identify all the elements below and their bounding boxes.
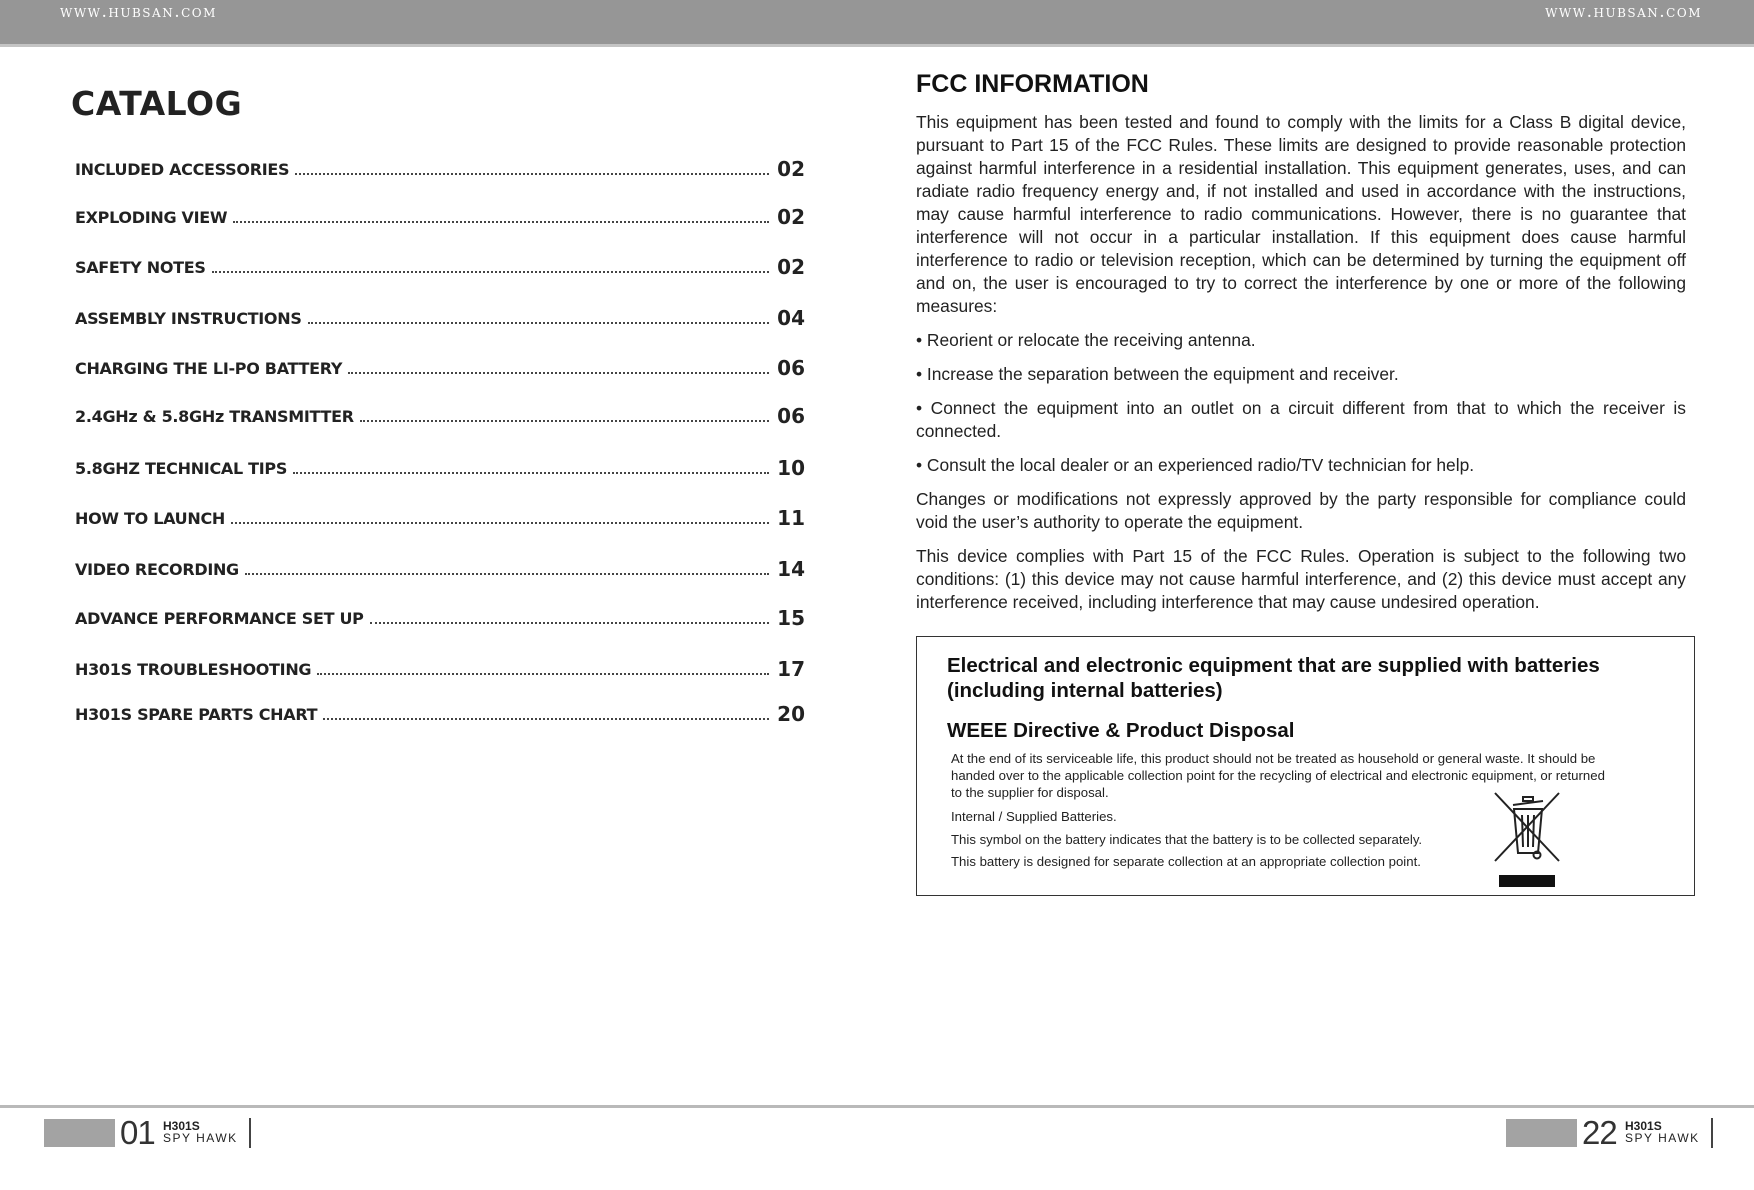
toc-item-label: HOW TO LAUNCH — [75, 509, 225, 528]
footer-left — [44, 1115, 254, 1151]
toc-item[interactable] — [75, 499, 805, 529]
toc-item[interactable] — [75, 198, 805, 228]
toc-item[interactable] — [75, 695, 805, 725]
toc-item-label: ASSEMBLY INSTRUCTIONS — [75, 309, 302, 328]
toc-item[interactable] — [75, 550, 805, 580]
toc-leader-dots — [293, 472, 769, 474]
product-name: SPY HAWK — [1625, 1131, 1700, 1145]
page-number-bar — [44, 1119, 115, 1147]
fcc-bullet: • Connect the equipment into an outlet on a circuit different from that to which the receiver is connected. — [916, 398, 1686, 441]
page-number: 22 — [1582, 1114, 1617, 1151]
fcc-bullet: • Increase the separation between the equipment and receiver. — [916, 364, 1399, 384]
toc-item-label: ADVANCE PERFORMANCE SET UP — [75, 609, 364, 628]
toc-item[interactable] — [75, 650, 805, 680]
model-label: H301S — [163, 1119, 200, 1133]
toc-item-page: 02 — [777, 255, 805, 279]
footer-rule — [249, 1118, 251, 1148]
toc-leader-dots — [370, 622, 769, 624]
page-number-bar — [1506, 1119, 1577, 1147]
weee-heading: Electrical and electronic equipment that are supplied with batteries (including internal batteries) — [947, 654, 1600, 702]
fcc-conditions-paragraph: This device complies with Part 15 of the FCC Rules. Operation is subject to the following two conditions: (1) this device may not cause harmful interference, and (2) this device must accept any interference received, including interference that may cause undesired operation. — [916, 546, 1686, 612]
toc-item-label: VIDEO RECORDING — [75, 560, 239, 579]
page-number: 01 — [120, 1114, 155, 1151]
product-name: SPY HAWK — [163, 1131, 238, 1145]
fcc-title: FCC INFORMATION — [916, 70, 1149, 98]
toc-leader-dots — [212, 271, 769, 273]
weee-symbol-note: This symbol on the battery indicates that the battery is to be collected separately. — [951, 832, 1423, 847]
toc-item[interactable] — [75, 349, 805, 379]
model-label: H301S — [1625, 1119, 1662, 1133]
toc-leader-dots — [233, 221, 769, 223]
toc-item-page: 11 — [777, 506, 805, 530]
toc-item[interactable] — [75, 449, 805, 479]
weee-separate-note: This battery is designed for separate collection at an appropriate collection point. — [951, 854, 1421, 869]
toc-item-page: 02 — [777, 205, 805, 229]
fcc-changes-paragraph: Changes or modifications not expressly approved by the party responsible for compliance could void the user’s authority to operate the equipment. — [916, 489, 1686, 532]
toc-item-label: SAFETY NOTES — [75, 258, 206, 277]
toc-leader-dots — [317, 673, 769, 675]
crossed-out-wheelie-bin-icon — [1493, 791, 1563, 887]
toc-item-label: H301S SPARE PARTS CHART — [75, 705, 318, 724]
toc-leader-dots — [295, 173, 769, 175]
toc-item-page: 10 — [777, 456, 805, 480]
toc-leader-dots — [245, 573, 769, 575]
footer-rule — [1711, 1118, 1713, 1148]
toc-leader-dots — [308, 322, 769, 324]
toc-leader-dots — [348, 372, 769, 374]
fcc-bullet: • Consult the local dealer or an experienced radio/TV technician for help. — [916, 455, 1475, 475]
toc-item-page: 15 — [777, 606, 805, 630]
catalog-title: CATALOG — [71, 84, 243, 123]
toc-leader-dots — [231, 522, 769, 524]
weee-batteries-line: Internal / Supplied Batteries. — [951, 809, 1117, 824]
toc-item-page: 20 — [777, 702, 805, 726]
fcc-intro-paragraph: This equipment has been tested and found to comply with the limits for a Class B digital device, pursuant to Part 15 of the FCC Rules. These limits are designed to provide reasonable protection against harmful interference in a residential installation. This equipment generates, uses, and can radiate radio frequency energy and, if not installed and used in accordance with the instructions, may cause harmful interference to radio communications. However, there is no guarantee that interference will not occur in a particular installation. If this equipment does cause harmful interference to radio or television reception, which can be determined by turning the equipment off and on, the user is encouraged to try to correct the interference by one or more of the following measures: — [916, 112, 1686, 316]
toc-item-page: 17 — [777, 657, 805, 681]
toc-leader-dots — [360, 420, 769, 422]
toc-item[interactable] — [75, 150, 805, 180]
site-url-left: www.hubsan.com — [60, 2, 217, 22]
toc-item-page: 06 — [777, 356, 805, 380]
toc-item[interactable] — [75, 299, 805, 329]
toc-item-label: CHARGING THE LI-PO BATTERY — [75, 359, 343, 378]
toc-item-label: EXPLODING VIEW — [75, 208, 228, 227]
toc-item-page: 04 — [777, 306, 805, 330]
toc-item-page: 02 — [777, 157, 805, 181]
toc-item[interactable] — [75, 397, 805, 427]
toc-item-label: 5.8GHZ TECHNICAL TIPS — [75, 459, 288, 478]
toc-item[interactable] — [75, 599, 805, 629]
toc-item[interactable] — [75, 248, 805, 278]
toc-item-page: 14 — [777, 557, 805, 581]
toc-item-label: H301S TROUBLESHOOTING — [75, 660, 312, 679]
fcc-information-section — [916, 70, 1686, 625]
weee-notice-box — [916, 636, 1695, 896]
site-url-right: www.hubsan.com — [1545, 2, 1702, 22]
toc-item-label: 2.4GHz & 5.8GHz TRANSMITTER — [75, 407, 354, 426]
toc-item-page: 06 — [777, 404, 805, 428]
toc-item-label: INCLUDED ACCESSORIES — [75, 160, 290, 179]
toc-leader-dots — [323, 718, 769, 720]
weee-subheading: WEEE Directive & Product Disposal — [947, 719, 1295, 742]
header-bar — [0, 0, 1754, 47]
footer-right — [1506, 1115, 1716, 1151]
fcc-bullet: • Reorient or relocate the receiving antenna. — [916, 330, 1256, 350]
footer-divider — [0, 1105, 1754, 1108]
weee-body: At the end of its serviceable life, this product should not be treated as household or general waste. It should be handed over to the applicable collection point for the recycling of electrical and electronic equipment, or returned to the supplier for disposal. — [951, 751, 1605, 800]
